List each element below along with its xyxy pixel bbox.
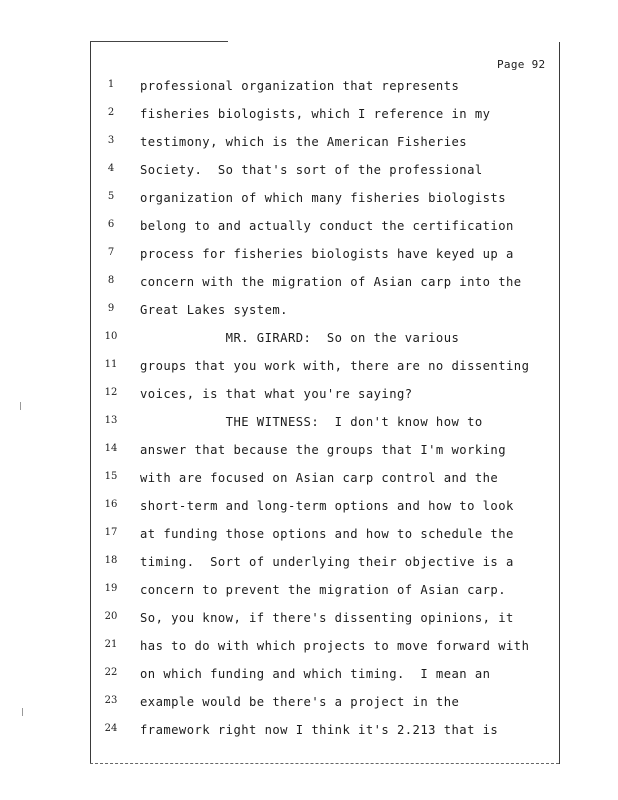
transcript-line xyxy=(0,79,618,99)
transcript-line xyxy=(0,695,618,715)
line-number: 10 xyxy=(104,331,118,342)
line-number: 8 xyxy=(107,275,115,286)
bottom-border xyxy=(90,763,559,764)
line-number: 4 xyxy=(107,163,115,174)
transcript-line xyxy=(0,471,618,491)
transcript-line xyxy=(0,359,618,379)
transcript-line xyxy=(0,723,618,743)
line-number: 13 xyxy=(104,415,118,426)
transcript-line xyxy=(0,107,618,127)
line-number: 7 xyxy=(107,247,115,258)
line-number: 11 xyxy=(104,359,118,370)
transcript-line xyxy=(0,275,618,295)
page-number: Page 92 xyxy=(497,58,546,71)
line-number: 12 xyxy=(104,387,118,398)
line-text: Society. So that's sort of the professional xyxy=(140,163,483,177)
line-number: 17 xyxy=(104,527,118,538)
line-number: 22 xyxy=(104,667,118,678)
line-number: 18 xyxy=(104,555,118,566)
line-text: at funding those options and how to schedule the xyxy=(140,527,514,541)
transcript-line xyxy=(0,331,618,351)
line-number: 15 xyxy=(104,471,118,482)
line-number: 20 xyxy=(104,611,118,622)
transcript-line xyxy=(0,555,618,575)
transcript-line xyxy=(0,499,618,519)
line-text: example would be there's a project in the xyxy=(140,695,460,709)
line-number: 3 xyxy=(107,135,115,146)
transcript-line xyxy=(0,219,618,239)
line-text: testimony, which is the American Fisheries xyxy=(140,135,468,149)
line-text: So, you know, if there's dissenting opinions, it xyxy=(140,611,514,625)
transcript-line xyxy=(0,303,618,323)
line-text: Great Lakes system. xyxy=(140,303,288,317)
line-number: 14 xyxy=(104,443,118,454)
line-number: 5 xyxy=(107,191,115,202)
transcript-line xyxy=(0,163,618,183)
line-number: 1 xyxy=(107,79,115,90)
transcript-line xyxy=(0,611,618,631)
transcript-line xyxy=(0,639,618,659)
line-text: short-term and long-term options and how to look xyxy=(140,499,514,513)
line-text: professional organization that represents xyxy=(140,79,460,93)
transcript-line xyxy=(0,387,618,407)
line-text: has to do with which projects to move forward with xyxy=(140,639,530,653)
transcript-line xyxy=(0,667,618,687)
line-number: 9 xyxy=(107,303,115,314)
transcript-line xyxy=(0,443,618,463)
line-number: 23 xyxy=(104,695,118,706)
transcript-line xyxy=(0,191,618,211)
line-text: voices, is that what you're saying? xyxy=(140,387,413,401)
line-text: on which funding and which timing. I mean an xyxy=(140,667,491,681)
line-text: belong to and actually conduct the certification xyxy=(140,219,514,233)
line-number: 24 xyxy=(104,723,118,734)
line-number: 19 xyxy=(104,583,118,594)
line-number: 16 xyxy=(104,499,118,510)
transcript-line xyxy=(0,247,618,267)
line-number: 6 xyxy=(107,219,115,230)
line-text: organization of which many fisheries biologists xyxy=(140,191,507,205)
scan-mark xyxy=(22,708,26,716)
line-text: framework right now I think it's 2.213 that is xyxy=(140,723,499,737)
transcript-line xyxy=(0,583,618,603)
line-text: groups that you work with, there are no dissenting xyxy=(140,359,530,373)
line-text: THE WITNESS: I don't know how to xyxy=(140,415,483,429)
transcript-line xyxy=(0,135,618,155)
transcript-line xyxy=(0,527,618,547)
line-text: MR. GIRARD: So on the various xyxy=(140,331,460,345)
line-text: fisheries biologists, which I reference in my xyxy=(140,107,491,121)
scan-mark xyxy=(20,402,24,410)
line-text: answer that because the groups that I'm working xyxy=(140,443,507,457)
line-text: process for fisheries biologists have keyed up a xyxy=(140,247,514,261)
line-text: concern with the migration of Asian carp into the xyxy=(140,275,522,289)
line-text: with are focused on Asian carp control and the xyxy=(140,471,499,485)
line-text: concern to prevent the migration of Asian carp. xyxy=(140,583,507,597)
line-number: 2 xyxy=(107,107,115,118)
transcript-line xyxy=(0,415,618,435)
line-text: timing. Sort of underlying their objective is a xyxy=(140,555,514,569)
line-number: 21 xyxy=(104,639,118,650)
